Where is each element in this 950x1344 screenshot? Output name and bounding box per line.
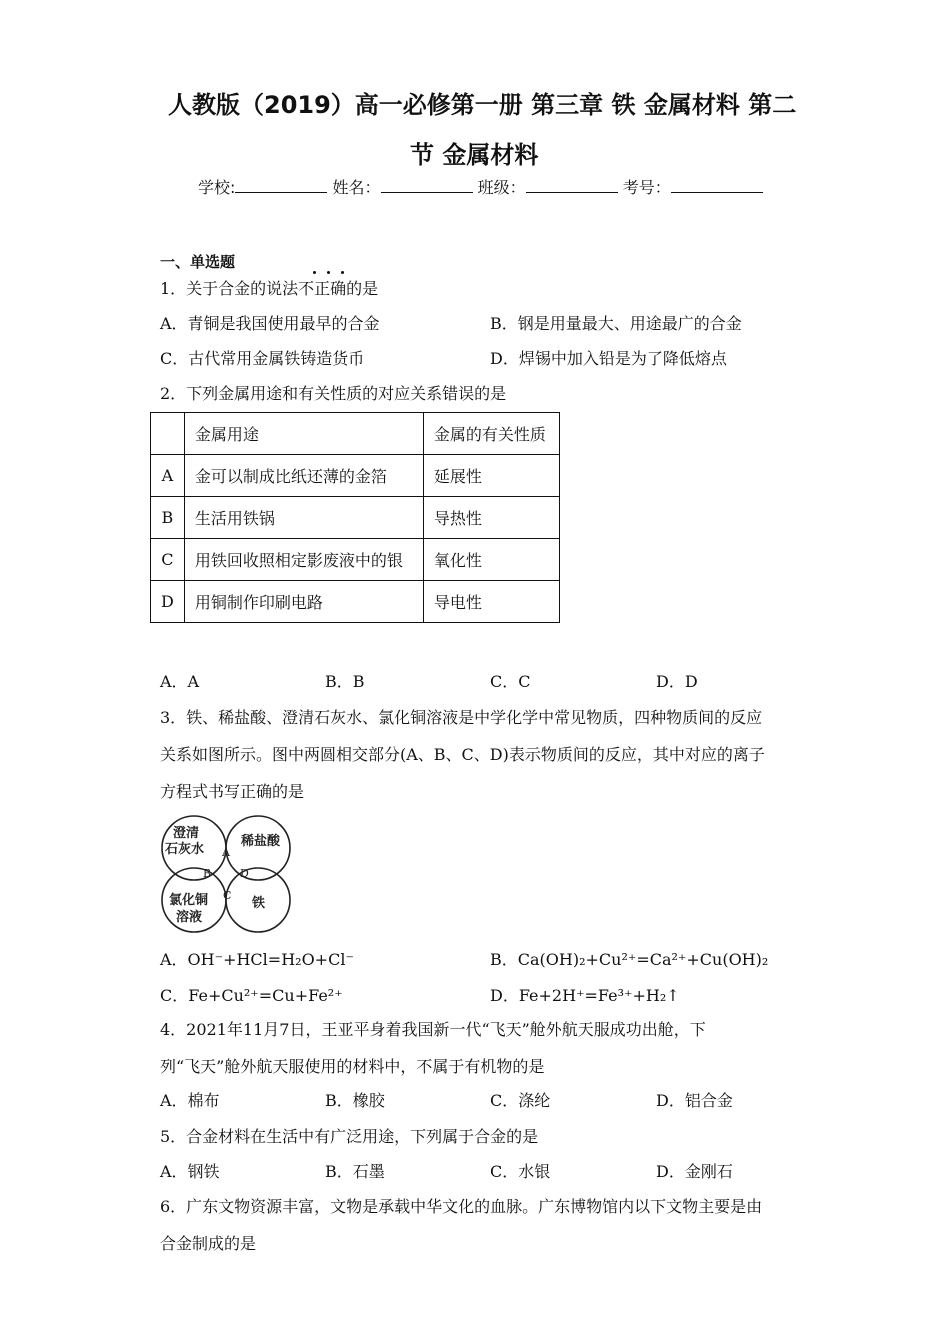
q1-option-b[interactable]: B．钢是用量最大、用途最广的合金	[490, 314, 742, 333]
q4-option-a[interactable]: A．棉布	[160, 1091, 220, 1110]
q5-option-b[interactable]: B．石墨	[325, 1162, 385, 1181]
exam-no-label: 考号：	[622, 178, 671, 197]
table-cell: B	[151, 497, 185, 539]
q3-stem-line-3: 方程式书写正确的是	[160, 782, 305, 801]
q2-option-d[interactable]: D．D	[656, 672, 698, 691]
table-cell: C	[151, 539, 185, 581]
table-row	[151, 539, 560, 581]
class-blank[interactable]	[526, 178, 618, 193]
region-c: C	[223, 889, 232, 902]
q4-option-b[interactable]: B．橡胶	[325, 1091, 385, 1110]
q1-stem: 1．关于合金的说法不正确的是	[160, 279, 379, 298]
emphasis-dot	[327, 271, 330, 274]
table-cell: 金可以制成比纸还薄的金箔	[184, 455, 423, 497]
label-limewater-1: 澄清	[173, 826, 200, 841]
q3-option-d[interactable]: D．Fe+2H⁺=Fe³⁺+H₂↑	[490, 986, 680, 1005]
q3-option-a[interactable]: A．OH⁻+HCl=H₂O+Cl⁻	[160, 950, 354, 969]
label-hcl: 稀盐酸	[241, 834, 281, 849]
q2-option-c[interactable]: C．C	[490, 672, 531, 691]
q1-option-d[interactable]: D．焊锡中加入铅是为了降低熔点	[490, 349, 727, 368]
emphasis-dot	[313, 271, 316, 274]
section-heading: 一、单选题	[160, 253, 236, 271]
q2-option-b[interactable]: B．B	[325, 672, 365, 691]
q4-option-d[interactable]: D．铝合金	[656, 1091, 733, 1110]
title-line-1: 人教版（2019）高一必修第一册 第三章 铁 金属材料 第二	[168, 91, 797, 119]
table-cell: 用铜制作印刷电路	[184, 581, 423, 623]
q4-stem-line-1: 4．2021年11月7日，王亚平身着我国新一代“飞天”舱外航天服成功出舱，下	[160, 1020, 706, 1039]
table-header-row	[151, 413, 560, 455]
table-cell: 生活用铁锅	[184, 497, 423, 539]
q6-stem-line-1: 6．广东文物资源丰富，文物是承载中华文化的血脉。广东博物馆内以下文物主要是由	[160, 1197, 763, 1216]
table-cell: 导电性	[423, 581, 559, 623]
region-a: A	[222, 846, 230, 859]
student-info-line	[198, 175, 763, 198]
table-header-use: 金属用途	[184, 413, 423, 455]
region-d: D	[240, 867, 249, 880]
q1-option-c[interactable]: C．古代常用金属铁铸造货币	[160, 349, 365, 368]
q3-option-c[interactable]: C．Fe+Cu²⁺=Cu+Fe²⁺	[160, 986, 343, 1005]
q3-stem-line-1: 3．铁、稀盐酸、澄清石灰水、氯化铜溶液是中学化学中常见物质，四种物质间的反应	[160, 708, 763, 727]
q2-table	[150, 412, 560, 623]
table-header-property: 金属的有关性质	[423, 413, 559, 455]
emphasis-dot	[341, 271, 344, 274]
table-cell: 导热性	[423, 497, 559, 539]
venn-diagram	[157, 810, 299, 936]
table-row	[151, 455, 560, 497]
class-label: 班级：	[477, 178, 526, 197]
q4-stem-line-2: 列“飞天”舱外航天服使用的材料中，不属于有机物的是	[160, 1057, 545, 1076]
q3-option-b[interactable]: B．Ca(OH)₂+Cu²⁺=Ca²⁺+Cu(OH)₂	[490, 950, 769, 969]
exam-no-blank[interactable]	[671, 178, 763, 193]
q6-stem-line-2: 合金制成的是	[160, 1234, 257, 1253]
label-cucl2-2: 溶液	[176, 910, 203, 925]
region-b: B	[203, 867, 212, 880]
name-blank[interactable]	[381, 178, 473, 193]
school-label: 学校:	[198, 178, 236, 197]
q5-option-d[interactable]: D．金刚石	[656, 1162, 733, 1181]
table-cell	[151, 413, 185, 455]
table-cell: 延展性	[423, 455, 559, 497]
label-iron: 铁	[252, 896, 266, 911]
q2-stem: 2．下列金属用途和有关性质的对应关系错误的是	[160, 384, 507, 403]
name-label: 姓名：	[332, 178, 381, 197]
q5-stem: 5．合金材料在生活中有广泛用途，下列属于合金的是	[160, 1127, 539, 1146]
table-cell: D	[151, 581, 185, 623]
table-row	[151, 497, 560, 539]
table-cell: 氧化性	[423, 539, 559, 581]
q4-option-c[interactable]: C．涤纶	[490, 1091, 551, 1110]
q3-stem-line-2: 关系如图所示。图中两圆相交部分(A、B、C、D)表示物质间的反应，其中对应的离子	[160, 745, 765, 764]
table-cell: 用铁回收照相定影废液中的银	[184, 539, 423, 581]
table-cell: A	[151, 455, 185, 497]
school-blank[interactable]	[235, 178, 327, 193]
q2-option-a[interactable]: A．A	[160, 672, 200, 691]
q5-option-c[interactable]: C．水银	[490, 1162, 551, 1181]
table-row	[151, 581, 560, 623]
label-limewater-2: 石灰水	[165, 842, 205, 857]
q1-option-a[interactable]: A．青铜是我国使用最早的合金	[160, 314, 380, 333]
label-cucl2-1: 氯化铜	[169, 893, 209, 908]
q5-option-a[interactable]: A．钢铁	[160, 1162, 220, 1181]
title-line-2: 节 金属材料	[410, 141, 539, 169]
